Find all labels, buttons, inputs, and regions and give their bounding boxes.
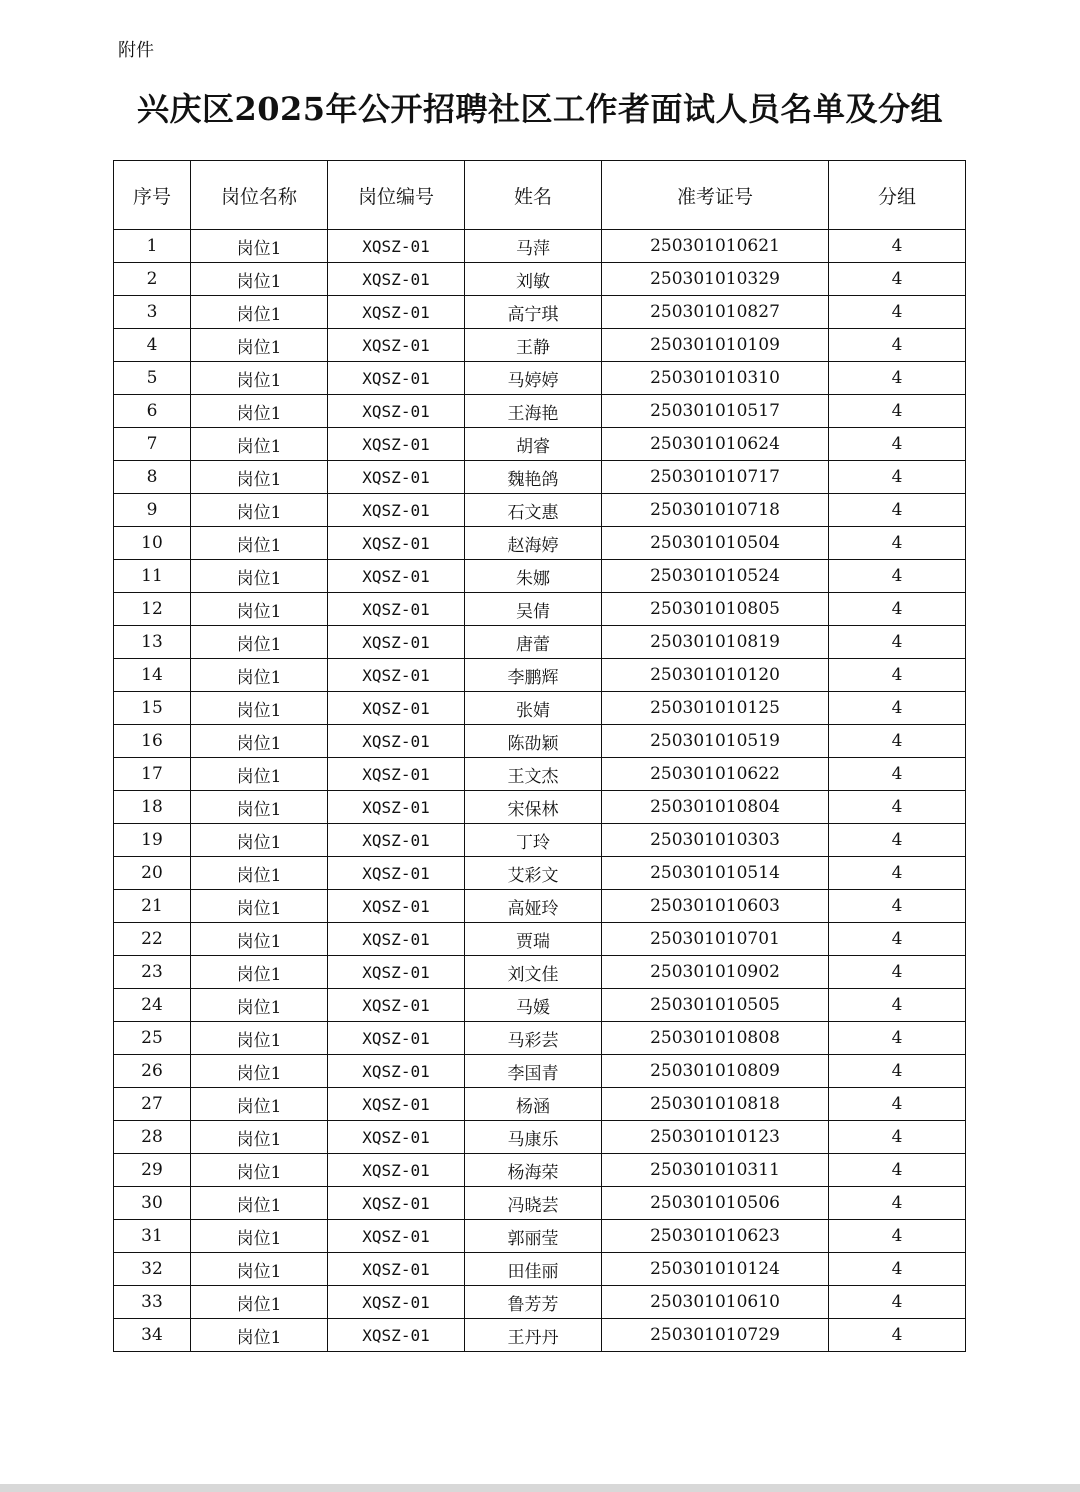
cell-index: 33 bbox=[114, 1286, 191, 1319]
table-row bbox=[114, 1121, 966, 1154]
cell-position-name: 岗位1 bbox=[191, 725, 328, 758]
cell-index: 29 bbox=[114, 1154, 191, 1187]
cell-position-name: 岗位1 bbox=[191, 692, 328, 725]
cell-position-code: XQSZ-01 bbox=[328, 329, 465, 362]
cell-position-name: 岗位1 bbox=[191, 1022, 328, 1055]
cell-group: 4 bbox=[829, 593, 966, 626]
table-row bbox=[114, 989, 966, 1022]
attachment-label: 附件 bbox=[118, 40, 154, 61]
cell-name: 宋保林 bbox=[465, 791, 602, 824]
cell-position-name: 岗位1 bbox=[191, 593, 328, 626]
cell-position-name: 岗位1 bbox=[191, 1220, 328, 1253]
cell-index: 27 bbox=[114, 1088, 191, 1121]
page-title: 兴庆区2025年公开招聘社区工作者面试人员名单及分组 bbox=[136, 90, 944, 128]
cell-admission-number: 250301010303 bbox=[602, 824, 829, 857]
cell-admission-number: 250301010603 bbox=[602, 890, 829, 923]
cell-position-code: XQSZ-01 bbox=[328, 263, 465, 296]
cell-position-code: XQSZ-01 bbox=[328, 1319, 465, 1352]
cell-name: 马彩芸 bbox=[465, 1022, 602, 1055]
cell-group: 4 bbox=[829, 791, 966, 824]
cell-group: 4 bbox=[829, 395, 966, 428]
cell-group: 4 bbox=[829, 1154, 966, 1187]
cell-admission-number: 250301010519 bbox=[602, 725, 829, 758]
cell-position-code: XQSZ-01 bbox=[328, 1121, 465, 1154]
cell-position-name: 岗位1 bbox=[191, 758, 328, 791]
cell-index: 14 bbox=[114, 659, 191, 692]
cell-group: 4 bbox=[829, 527, 966, 560]
cell-position-name: 岗位1 bbox=[191, 1286, 328, 1319]
cell-group: 4 bbox=[829, 692, 966, 725]
cell-name: 高宁琪 bbox=[465, 296, 602, 329]
cell-name: 朱娜 bbox=[465, 560, 602, 593]
table-row bbox=[114, 824, 966, 857]
cell-name: 艾彩文 bbox=[465, 857, 602, 890]
cell-admission-number: 250301010120 bbox=[602, 659, 829, 692]
cell-admission-number: 250301010610 bbox=[602, 1286, 829, 1319]
table-row bbox=[114, 1088, 966, 1121]
cell-position-code: XQSZ-01 bbox=[328, 659, 465, 692]
cell-admission-number: 250301010123 bbox=[602, 1121, 829, 1154]
cell-name: 赵海婷 bbox=[465, 527, 602, 560]
table-body bbox=[114, 230, 966, 1352]
cell-index: 11 bbox=[114, 560, 191, 593]
cell-admission-number: 250301010818 bbox=[602, 1088, 829, 1121]
cell-index: 12 bbox=[114, 593, 191, 626]
cell-admission-number: 250301010311 bbox=[602, 1154, 829, 1187]
cell-admission-number: 250301010623 bbox=[602, 1220, 829, 1253]
cell-index: 16 bbox=[114, 725, 191, 758]
cell-index: 13 bbox=[114, 626, 191, 659]
cell-position-name: 岗位1 bbox=[191, 527, 328, 560]
table-row bbox=[114, 890, 966, 923]
cell-admission-number: 250301010805 bbox=[602, 593, 829, 626]
cell-admission-number: 250301010125 bbox=[602, 692, 829, 725]
cell-admission-number: 250301010729 bbox=[602, 1319, 829, 1352]
table-row bbox=[114, 857, 966, 890]
cell-group: 4 bbox=[829, 1022, 966, 1055]
cell-position-code: XQSZ-01 bbox=[328, 296, 465, 329]
cell-index: 21 bbox=[114, 890, 191, 923]
cell-position-name: 岗位1 bbox=[191, 956, 328, 989]
table-row bbox=[114, 1187, 966, 1220]
cell-position-name: 岗位1 bbox=[191, 890, 328, 923]
cell-position-name: 岗位1 bbox=[191, 494, 328, 527]
cell-index: 1 bbox=[114, 230, 191, 263]
cell-position-code: XQSZ-01 bbox=[328, 857, 465, 890]
cell-group: 4 bbox=[829, 923, 966, 956]
cell-group: 4 bbox=[829, 494, 966, 527]
cell-index: 15 bbox=[114, 692, 191, 725]
cell-admission-number: 250301010514 bbox=[602, 857, 829, 890]
cell-index: 23 bbox=[114, 956, 191, 989]
cell-name: 石文惠 bbox=[465, 494, 602, 527]
cell-name: 贾瑞 bbox=[465, 923, 602, 956]
table-row bbox=[114, 923, 966, 956]
cell-name: 张婧 bbox=[465, 692, 602, 725]
cell-admission-number: 250301010517 bbox=[602, 395, 829, 428]
table-row bbox=[114, 560, 966, 593]
cell-position-name: 岗位1 bbox=[191, 428, 328, 461]
table-row bbox=[114, 362, 966, 395]
table-row bbox=[114, 395, 966, 428]
table-row bbox=[114, 956, 966, 989]
cell-position-name: 岗位1 bbox=[191, 329, 328, 362]
table-row bbox=[114, 329, 966, 362]
cell-index: 34 bbox=[114, 1319, 191, 1352]
cell-position-code: XQSZ-01 bbox=[328, 395, 465, 428]
table-row bbox=[114, 1319, 966, 1352]
cell-group: 4 bbox=[829, 1286, 966, 1319]
cell-admission-number: 250301010808 bbox=[602, 1022, 829, 1055]
cell-group: 4 bbox=[829, 329, 966, 362]
cell-position-name: 岗位1 bbox=[191, 1055, 328, 1088]
cell-admission-number: 250301010622 bbox=[602, 758, 829, 791]
cell-position-name: 岗位1 bbox=[191, 296, 328, 329]
table-row bbox=[114, 527, 966, 560]
cell-position-code: XQSZ-01 bbox=[328, 725, 465, 758]
cell-position-code: XQSZ-01 bbox=[328, 923, 465, 956]
cell-admission-number: 250301010701 bbox=[602, 923, 829, 956]
cell-position-name: 岗位1 bbox=[191, 560, 328, 593]
cell-group: 4 bbox=[829, 758, 966, 791]
table-row bbox=[114, 626, 966, 659]
table-row bbox=[114, 758, 966, 791]
cell-position-code: XQSZ-01 bbox=[328, 890, 465, 923]
cell-position-name: 岗位1 bbox=[191, 791, 328, 824]
cell-position-code: XQSZ-01 bbox=[328, 758, 465, 791]
cell-name: 冯晓芸 bbox=[465, 1187, 602, 1220]
table-row bbox=[114, 1286, 966, 1319]
cell-name: 郭丽莹 bbox=[465, 1220, 602, 1253]
cell-admission-number: 250301010621 bbox=[602, 230, 829, 263]
table-row bbox=[114, 1253, 966, 1286]
cell-name: 刘敏 bbox=[465, 263, 602, 296]
cell-name: 陈劭颖 bbox=[465, 725, 602, 758]
cell-position-name: 岗位1 bbox=[191, 1319, 328, 1352]
table-row bbox=[114, 791, 966, 824]
header-position-name: 岗位名称 bbox=[191, 161, 328, 230]
table-row bbox=[114, 428, 966, 461]
cell-group: 4 bbox=[829, 461, 966, 494]
cell-index: 17 bbox=[114, 758, 191, 791]
cell-name: 高娅玲 bbox=[465, 890, 602, 923]
cell-admission-number: 250301010902 bbox=[602, 956, 829, 989]
cell-group: 4 bbox=[829, 1088, 966, 1121]
cell-position-code: XQSZ-01 bbox=[328, 1220, 465, 1253]
header-group: 分组 bbox=[829, 161, 966, 230]
cell-position-code: XQSZ-01 bbox=[328, 362, 465, 395]
cell-admission-number: 250301010804 bbox=[602, 791, 829, 824]
cell-name: 马康乐 bbox=[465, 1121, 602, 1154]
cell-position-code: XQSZ-01 bbox=[328, 428, 465, 461]
cell-position-code: XQSZ-01 bbox=[328, 461, 465, 494]
cell-position-name: 岗位1 bbox=[191, 989, 328, 1022]
cell-index: 6 bbox=[114, 395, 191, 428]
cell-index: 7 bbox=[114, 428, 191, 461]
cell-position-name: 岗位1 bbox=[191, 1187, 328, 1220]
header-position-code: 岗位编号 bbox=[328, 161, 465, 230]
cell-group: 4 bbox=[829, 725, 966, 758]
cell-admission-number: 250301010717 bbox=[602, 461, 829, 494]
cell-position-code: XQSZ-01 bbox=[328, 560, 465, 593]
cell-name: 王静 bbox=[465, 329, 602, 362]
cell-admission-number: 250301010819 bbox=[602, 626, 829, 659]
cell-admission-number: 250301010524 bbox=[602, 560, 829, 593]
table-row bbox=[114, 659, 966, 692]
cell-group: 4 bbox=[829, 626, 966, 659]
cell-admission-number: 250301010506 bbox=[602, 1187, 829, 1220]
cell-group: 4 bbox=[829, 230, 966, 263]
cell-position-code: XQSZ-01 bbox=[328, 230, 465, 263]
table-row bbox=[114, 1055, 966, 1088]
cell-group: 4 bbox=[829, 659, 966, 692]
cell-group: 4 bbox=[829, 857, 966, 890]
cell-index: 28 bbox=[114, 1121, 191, 1154]
cell-name: 王文杰 bbox=[465, 758, 602, 791]
cell-name: 田佳丽 bbox=[465, 1253, 602, 1286]
cell-name: 杨涵 bbox=[465, 1088, 602, 1121]
cell-position-name: 岗位1 bbox=[191, 857, 328, 890]
cell-position-code: XQSZ-01 bbox=[328, 956, 465, 989]
cell-position-code: XQSZ-01 bbox=[328, 527, 465, 560]
cell-name: 马萍 bbox=[465, 230, 602, 263]
header-index: 序号 bbox=[114, 161, 191, 230]
cell-group: 4 bbox=[829, 1055, 966, 1088]
cell-position-code: XQSZ-01 bbox=[328, 1055, 465, 1088]
cell-group: 4 bbox=[829, 362, 966, 395]
cell-position-name: 岗位1 bbox=[191, 659, 328, 692]
cell-name: 魏艳鸽 bbox=[465, 461, 602, 494]
cell-index: 20 bbox=[114, 857, 191, 890]
header-name: 姓名 bbox=[465, 161, 602, 230]
cell-position-code: XQSZ-01 bbox=[328, 692, 465, 725]
cell-admission-number: 250301010310 bbox=[602, 362, 829, 395]
cell-index: 25 bbox=[114, 1022, 191, 1055]
cell-index: 26 bbox=[114, 1055, 191, 1088]
cell-name: 李鹏辉 bbox=[465, 659, 602, 692]
cell-group: 4 bbox=[829, 1319, 966, 1352]
table-row bbox=[114, 263, 966, 296]
table-row bbox=[114, 461, 966, 494]
cell-admission-number: 250301010329 bbox=[602, 263, 829, 296]
table-row bbox=[114, 1022, 966, 1055]
cell-position-code: XQSZ-01 bbox=[328, 1154, 465, 1187]
cell-index: 4 bbox=[114, 329, 191, 362]
table-row bbox=[114, 494, 966, 527]
cell-admission-number: 250301010109 bbox=[602, 329, 829, 362]
cell-index: 9 bbox=[114, 494, 191, 527]
cell-position-name: 岗位1 bbox=[191, 923, 328, 956]
cell-group: 4 bbox=[829, 890, 966, 923]
cell-group: 4 bbox=[829, 296, 966, 329]
table-row bbox=[114, 1154, 966, 1187]
cell-name: 王丹丹 bbox=[465, 1319, 602, 1352]
cell-group: 4 bbox=[829, 263, 966, 296]
cell-position-code: XQSZ-01 bbox=[328, 494, 465, 527]
cell-name: 杨海荣 bbox=[465, 1154, 602, 1187]
cell-group: 4 bbox=[829, 428, 966, 461]
cell-index: 2 bbox=[114, 263, 191, 296]
cell-index: 3 bbox=[114, 296, 191, 329]
cell-group: 4 bbox=[829, 1220, 966, 1253]
cell-group: 4 bbox=[829, 989, 966, 1022]
cell-position-name: 岗位1 bbox=[191, 1253, 328, 1286]
cell-name: 胡睿 bbox=[465, 428, 602, 461]
cell-position-code: XQSZ-01 bbox=[328, 1253, 465, 1286]
cell-admission-number: 250301010809 bbox=[602, 1055, 829, 1088]
table-row bbox=[114, 593, 966, 626]
cell-admission-number: 250301010505 bbox=[602, 989, 829, 1022]
cell-index: 32 bbox=[114, 1253, 191, 1286]
cell-index: 19 bbox=[114, 824, 191, 857]
cell-name: 马媛 bbox=[465, 989, 602, 1022]
cell-position-code: XQSZ-01 bbox=[328, 1088, 465, 1121]
table-row bbox=[114, 1220, 966, 1253]
cell-index: 22 bbox=[114, 923, 191, 956]
cell-index: 5 bbox=[114, 362, 191, 395]
cell-position-name: 岗位1 bbox=[191, 1121, 328, 1154]
table-row bbox=[114, 296, 966, 329]
cell-position-name: 岗位1 bbox=[191, 626, 328, 659]
table-header-row bbox=[114, 161, 966, 230]
cell-index: 24 bbox=[114, 989, 191, 1022]
cell-position-code: XQSZ-01 bbox=[328, 791, 465, 824]
cell-position-name: 岗位1 bbox=[191, 230, 328, 263]
cell-position-code: XQSZ-01 bbox=[328, 626, 465, 659]
cell-name: 马婷婷 bbox=[465, 362, 602, 395]
cell-position-code: XQSZ-01 bbox=[328, 1187, 465, 1220]
header-admission-number: 准考证号 bbox=[602, 161, 829, 230]
cell-position-code: XQSZ-01 bbox=[328, 1286, 465, 1319]
cell-position-name: 岗位1 bbox=[191, 362, 328, 395]
table-row bbox=[114, 692, 966, 725]
cell-position-name: 岗位1 bbox=[191, 395, 328, 428]
cell-index: 18 bbox=[114, 791, 191, 824]
cell-position-name: 岗位1 bbox=[191, 824, 328, 857]
cell-name: 刘文佳 bbox=[465, 956, 602, 989]
table-row bbox=[114, 230, 966, 263]
cell-admission-number: 250301010124 bbox=[602, 1253, 829, 1286]
cell-name: 唐蕾 bbox=[465, 626, 602, 659]
cell-index: 31 bbox=[114, 1220, 191, 1253]
cell-admission-number: 250301010718 bbox=[602, 494, 829, 527]
cell-name: 王海艳 bbox=[465, 395, 602, 428]
cell-admission-number: 250301010827 bbox=[602, 296, 829, 329]
table-row bbox=[114, 725, 966, 758]
cell-group: 4 bbox=[829, 824, 966, 857]
cell-index: 10 bbox=[114, 527, 191, 560]
interview-roster-table bbox=[113, 160, 966, 1352]
cell-position-code: XQSZ-01 bbox=[328, 593, 465, 626]
cell-group: 4 bbox=[829, 1187, 966, 1220]
cell-admission-number: 250301010624 bbox=[602, 428, 829, 461]
cell-name: 李国青 bbox=[465, 1055, 602, 1088]
cell-group: 4 bbox=[829, 956, 966, 989]
cell-group: 4 bbox=[829, 560, 966, 593]
cell-position-code: XQSZ-01 bbox=[328, 824, 465, 857]
cell-group: 4 bbox=[829, 1121, 966, 1154]
cell-admission-number: 250301010504 bbox=[602, 527, 829, 560]
cell-position-name: 岗位1 bbox=[191, 263, 328, 296]
cell-position-name: 岗位1 bbox=[191, 1154, 328, 1187]
cell-group: 4 bbox=[829, 1253, 966, 1286]
page-bottom-edge bbox=[0, 1484, 1080, 1492]
cell-index: 8 bbox=[114, 461, 191, 494]
cell-index: 30 bbox=[114, 1187, 191, 1220]
cell-position-name: 岗位1 bbox=[191, 461, 328, 494]
cell-position-code: XQSZ-01 bbox=[328, 989, 465, 1022]
cell-name: 吴倩 bbox=[465, 593, 602, 626]
cell-position-name: 岗位1 bbox=[191, 1088, 328, 1121]
cell-name: 鲁芳芳 bbox=[465, 1286, 602, 1319]
cell-position-code: XQSZ-01 bbox=[328, 1022, 465, 1055]
cell-name: 丁玲 bbox=[465, 824, 602, 857]
